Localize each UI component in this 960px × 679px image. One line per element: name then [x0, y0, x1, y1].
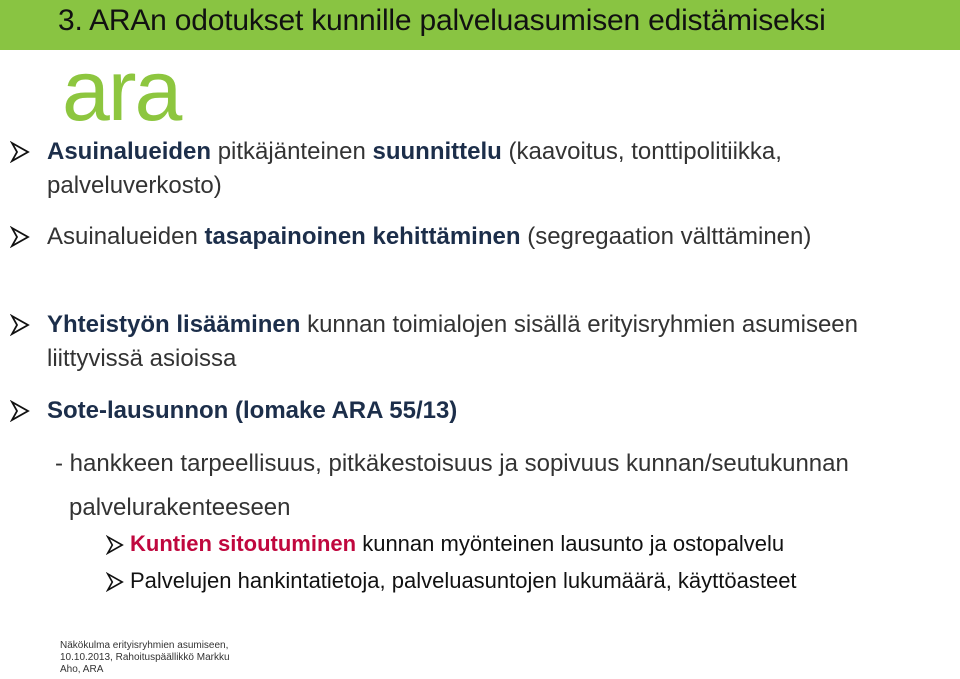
bullet-arrow-icon — [10, 226, 30, 248]
footer-text: Näkökulma erityisryhmien asumiseen, 10.10.2013, Rahoituspäällikkö Markku Aho, ARA — [60, 640, 230, 675]
bullet-arrow-icon — [106, 535, 124, 555]
bullet-1: Asuinalueiden pitkäjänteinen suunnittelu (kaavoitus, tonttipolitiikka, palveluverkosto) — [47, 138, 782, 199]
bullet-arrow-icon — [10, 314, 30, 336]
dash-item: - hankkeen tarpeellisuus, pitkäkestoisuus ja sopivuus kunnan/seutukunnan palvelurakenteeseen — [55, 450, 849, 521]
bullet-4: Sote-lausunnon (lomake ARA 55/13) — [47, 397, 458, 424]
sub-bullet-1: Kuntien sitoutuminen kunnan myönteinen lausunto ja ostopalvelu — [130, 531, 785, 556]
svg-text:ara: ara — [62, 60, 181, 126]
ara-logo — [62, 60, 202, 126]
bullet-arrow-icon — [10, 141, 30, 163]
bullet-3: Yhteistyön lisääminen kunnan toimialojen sisällä erityisryhmien asumiseen liittyvissä asioissa — [47, 311, 858, 372]
title-bar — [0, 0, 960, 50]
sub-bullet-2: Palvelujen hankintatietoja, palveluasuntojen lukumäärä, käyttöasteet — [130, 568, 797, 593]
bullet-arrow-icon — [10, 400, 30, 422]
slide-title: 3. ARAn odotukset kunnille palveluasumisen edistämiseksi — [58, 4, 826, 37]
bullet-arrow-icon — [106, 572, 124, 592]
bullet-2: Asuinalueiden tasapainoinen kehittäminen (segregaation välttäminen) — [47, 223, 812, 250]
